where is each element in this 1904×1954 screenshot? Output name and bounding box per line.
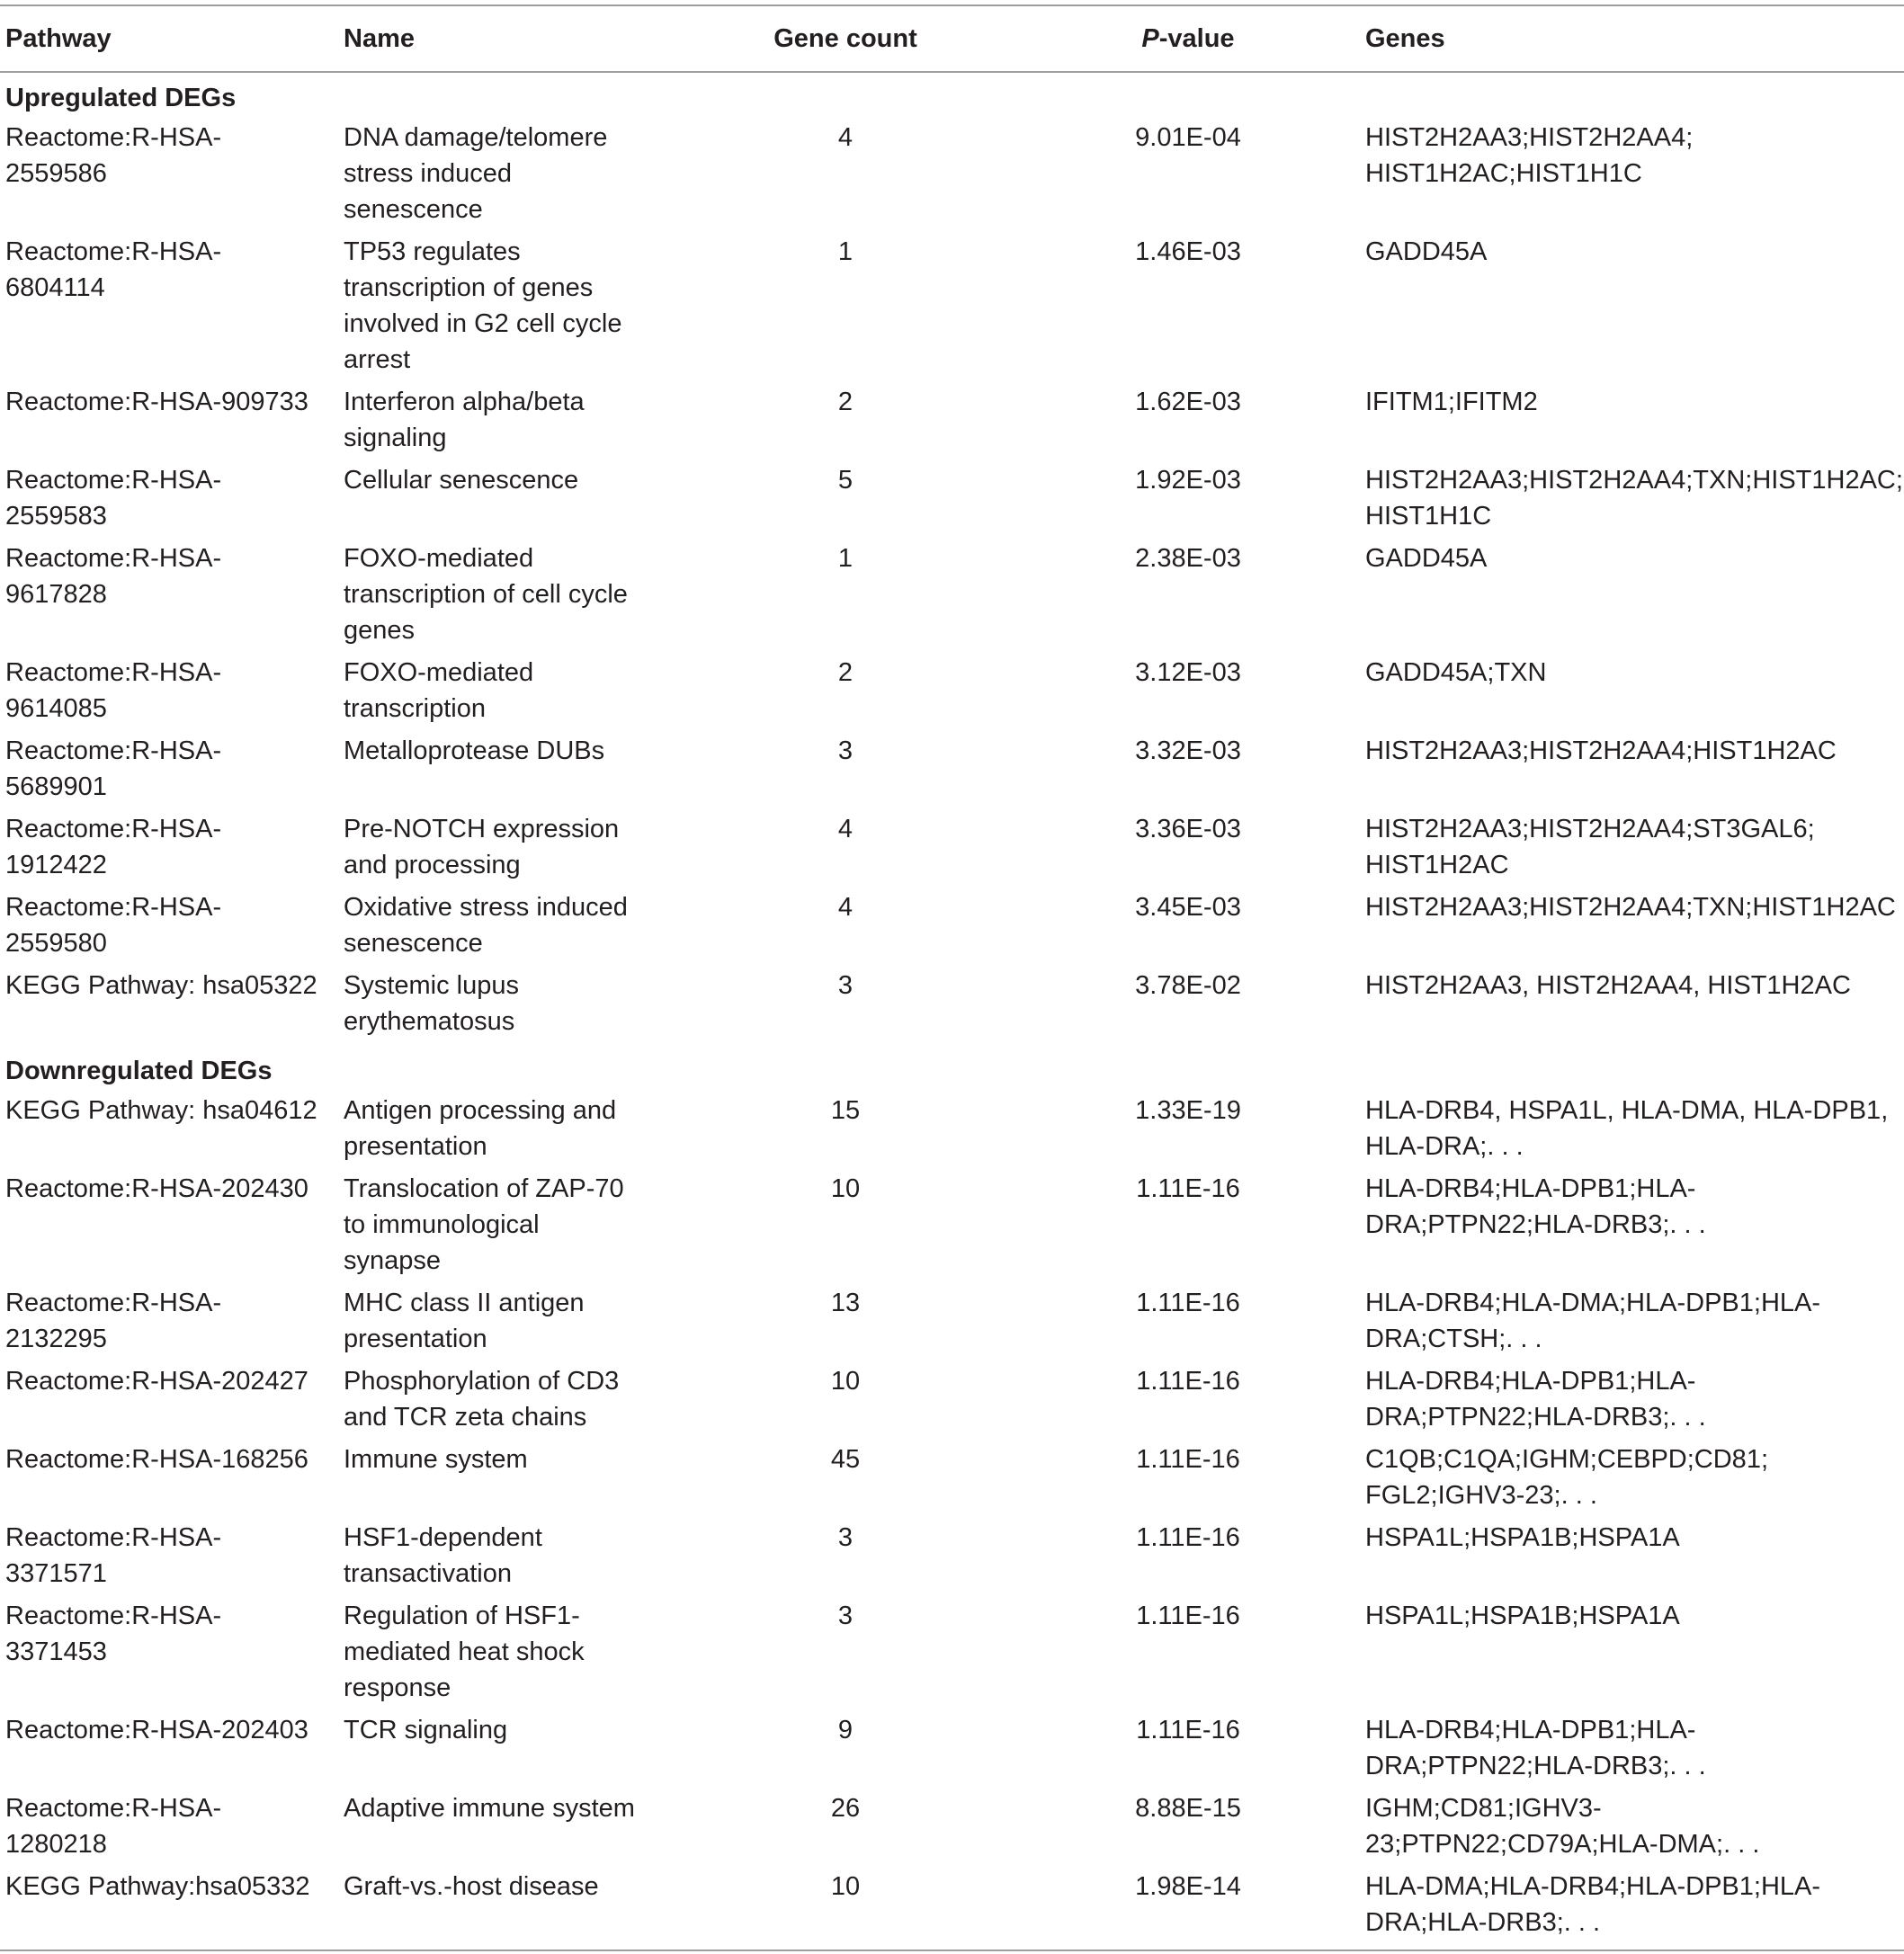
pathway-cell: Reactome:R-HSA-9614085 (5, 658, 222, 723)
gene-count-cell: 26 (830, 1794, 861, 1823)
p-value-cell: 1.11E-16 (1136, 1289, 1240, 1317)
name-cell: Metalloprotease DUBs (344, 736, 605, 765)
name-cell: Cellular senescence (344, 466, 579, 495)
p-value-cell: 9.01E-04 (1135, 123, 1241, 152)
p-value-cell: 3.12E-03 (1135, 658, 1241, 687)
genes-cell: GADD45A (1365, 544, 1488, 573)
name-cell: DNA damage/telomere stress induced senescence (344, 123, 608, 224)
table-row (0, 1091, 1904, 1171)
table-row (0, 968, 1904, 1046)
pathway-cell: Reactome:R-HSA-168256 (5, 1445, 308, 1474)
name-cell: Translocation of ZAP-70 to immunological synapse (344, 1174, 624, 1275)
section-row (0, 72, 1904, 118)
p-value-cell: 1.11E-16 (1136, 1174, 1240, 1203)
genes-cell: C1QB;C1QA;IGHM;CEBPD;CD81; FGL2;IGHV3-23;. . . (1365, 1445, 1768, 1510)
gene-count-cell: 13 (830, 1289, 861, 1317)
table-row (0, 384, 1904, 462)
pathway-cell: KEGG Pathway: hsa05322 (5, 971, 317, 1000)
section-title: Downregulated DEGs (5, 1057, 273, 1085)
genes-cell: IFITM1;IFITM2 (1365, 388, 1538, 416)
table-row (0, 118, 1904, 234)
table-row (0, 1363, 1904, 1441)
header-gene-count: Gene count (773, 24, 917, 53)
pathway-cell: Reactome:R-HSA-6804114 (5, 237, 222, 302)
gene-count-cell: 45 (830, 1445, 861, 1474)
name-cell: Graft-vs.-host disease (344, 1872, 599, 1901)
header-p-italic: P (1141, 24, 1159, 53)
pathway-enrichment-table-container (0, 4, 1904, 1951)
p-value-cell: 3.78E-02 (1135, 971, 1241, 1000)
name-cell: Interferon alpha/beta signaling (344, 388, 585, 452)
genes-cell: HLA-DRB4;HLA-DPB1;HLA-DRA;PTPN22;HLA-DRB3;. . . (1365, 1367, 1706, 1432)
table-row (0, 1712, 1904, 1790)
name-cell: FOXO-mediated transcription (344, 658, 534, 723)
name-cell: Immune system (344, 1445, 528, 1474)
genes-cell: HIST2H2AA3;HIST2H2AA4; HIST1H2AC;HIST1H1C (1365, 123, 1694, 188)
gene-count-cell: 10 (830, 1367, 861, 1396)
gene-count-cell: 5 (837, 466, 854, 495)
genes-cell: HLA-DRB4;HLA-DPB1;HLA-DRA;PTPN22;HLA-DRB3;. . . (1365, 1716, 1706, 1780)
header-pathway: Pathway (5, 24, 112, 53)
genes-cell: GADD45A;TXN (1365, 658, 1547, 687)
header-genes: Genes (1365, 24, 1445, 53)
gene-count-cell: 3 (837, 971, 854, 1000)
table-row (0, 1790, 1904, 1869)
name-cell: Regulation of HSF1-mediated heat shock response (344, 1602, 585, 1702)
header-p-value (1011, 5, 1360, 72)
pathway-enrichment-table (0, 4, 1904, 1951)
pathway-cell: KEGG Pathway:hsa05332 (5, 1872, 310, 1901)
gene-count-cell: 3 (837, 736, 854, 765)
gene-count-cell: 4 (837, 123, 854, 152)
table-row (0, 540, 1904, 655)
genes-cell: HLA-DMA;HLA-DRB4;HLA-DPB1;HLA-DRA;HLA-DRB3;. . . (1365, 1872, 1821, 1937)
p-value-cell: 3.45E-03 (1135, 893, 1241, 922)
pathway-cell: Reactome:R-HSA-2132295 (5, 1289, 222, 1353)
p-value-cell: 1.11E-16 (1136, 1367, 1240, 1396)
table-row (0, 811, 1904, 889)
genes-cell: HIST2H2AA3;HIST2H2AA4;ST3GAL6; HIST1H2AC (1365, 815, 1815, 879)
genes-cell: HSPA1L;HSPA1B;HSPA1A (1365, 1602, 1680, 1630)
name-cell: Oxidative stress induced senescence (344, 893, 628, 958)
p-value-cell: 2.38E-03 (1135, 544, 1241, 573)
gene-count-cell: 1 (837, 237, 854, 266)
gene-count-cell: 10 (830, 1174, 861, 1203)
name-cell: Phosphorylation of CD3 and TCR zeta chains (344, 1367, 620, 1432)
pathway-cell: Reactome:R-HSA-5689901 (5, 736, 222, 801)
table-row (0, 889, 1904, 968)
header-name: Name (344, 24, 415, 53)
pathway-cell: Reactome:R-HSA-909733 (5, 388, 308, 416)
table-row (0, 655, 1904, 733)
genes-cell: HIST2H2AA3;HIST2H2AA4;TXN;HIST1H2AC; HIST1H1C (1365, 466, 1903, 531)
p-value-cell: 1.33E-19 (1135, 1096, 1241, 1125)
table-row (0, 733, 1904, 811)
pathway-cell: Reactome:R-HSA-2559586 (5, 123, 222, 188)
table-row (0, 1441, 1904, 1520)
pathway-cell: Reactome:R-HSA-202427 (5, 1367, 308, 1396)
p-value-cell: 1.11E-16 (1136, 1523, 1240, 1552)
name-cell: Adaptive immune system (344, 1794, 635, 1823)
gene-count-cell: 10 (830, 1872, 861, 1901)
genes-cell: HLA-DRB4;HLA-DPB1;HLA-DRA;PTPN22;HLA-DRB3;. . . (1365, 1174, 1706, 1239)
gene-count-cell: 3 (837, 1602, 854, 1630)
gene-count-cell: 9 (837, 1716, 854, 1744)
pathway-cell: Reactome:R-HSA-3371571 (5, 1523, 222, 1588)
pathway-cell: Reactome:R-HSA-1912422 (5, 815, 222, 879)
table-row (0, 462, 1904, 540)
genes-cell: HIST2H2AA3;HIST2H2AA4;TXN;HIST1H2AC (1365, 893, 1896, 922)
p-value-cell: 3.32E-03 (1135, 736, 1241, 765)
name-cell: Systemic lupus erythematosus (344, 971, 520, 1036)
table-row (0, 1520, 1904, 1598)
genes-cell: HLA-DRB4;HLA-DMA;HLA-DPB1;HLA-DRA;CTSH;. . . (1365, 1289, 1821, 1353)
p-value-cell: 1.11E-16 (1136, 1716, 1240, 1744)
genes-cell: GADD45A (1365, 237, 1488, 266)
p-value-cell: 3.36E-03 (1135, 815, 1241, 843)
table-row (0, 234, 1904, 384)
table-row (0, 1869, 1904, 1950)
genes-cell: HIST2H2AA3, HIST2H2AA4, HIST1H2AC (1365, 971, 1851, 1000)
genes-cell: IGHM;CD81;IGHV3-23;PTPN22;CD79A;HLA-DMA;. . . (1365, 1794, 1760, 1859)
gene-count-cell: 3 (837, 1523, 854, 1552)
table-row (0, 1171, 1904, 1285)
name-cell: TCR signaling (344, 1716, 508, 1744)
pathway-cell: Reactome:R-HSA-202430 (5, 1174, 308, 1203)
pathway-cell: Reactome:R-HSA-9617828 (5, 544, 222, 609)
pathway-cell: Reactome:R-HSA-2559583 (5, 466, 222, 531)
gene-count-cell: 1 (837, 544, 854, 573)
pathway-cell: KEGG Pathway: hsa04612 (5, 1096, 317, 1125)
genes-cell: HIST2H2AA3;HIST2H2AA4;HIST1H2AC (1365, 736, 1837, 765)
p-value-cell: 1.92E-03 (1135, 466, 1241, 495)
p-value-cell: 1.46E-03 (1135, 237, 1241, 266)
table-row (0, 1598, 1904, 1712)
pathway-cell: Reactome:R-HSA-202403 (5, 1716, 308, 1744)
p-value-cell: 1.11E-16 (1136, 1602, 1240, 1630)
gene-count-cell: 2 (837, 658, 854, 687)
p-value-cell: 1.62E-03 (1135, 388, 1241, 416)
gene-count-cell: 15 (830, 1096, 861, 1125)
gene-count-cell: 4 (837, 893, 854, 922)
section-row (0, 1046, 1904, 1091)
name-cell: FOXO-mediated transcription of cell cycle genes (344, 544, 628, 645)
section-title: Upregulated DEGs (5, 84, 237, 112)
name-cell: TP53 regulates transcription of genes involved in G2 cell cycle arrest (344, 237, 622, 374)
genes-cell: HLA-DRB4, HSPA1L, HLA-DMA, HLA-DPB1, HLA-DRA;. . . (1365, 1096, 1889, 1161)
name-cell: Antigen processing and presentation (344, 1096, 617, 1161)
p-value-cell: 1.11E-16 (1136, 1445, 1240, 1474)
table-header-row (0, 5, 1904, 72)
p-value-cell: 1.98E-14 (1135, 1872, 1241, 1901)
header-p-rest: -value (1158, 24, 1235, 53)
name-cell: HSF1-dependent transactivation (344, 1523, 542, 1588)
name-cell: Pre-NOTCH expression and processing (344, 815, 620, 879)
pathway-cell: Reactome:R-HSA-2559580 (5, 893, 222, 958)
gene-count-cell: 2 (837, 388, 854, 416)
table-body (0, 72, 1904, 1950)
pathway-cell: Reactome:R-HSA-3371453 (5, 1602, 222, 1666)
p-value-cell: 8.88E-15 (1135, 1794, 1241, 1823)
pathway-cell: Reactome:R-HSA-1280218 (5, 1794, 222, 1859)
gene-count-cell: 4 (837, 815, 854, 843)
genes-cell: HSPA1L;HSPA1B;HSPA1A (1365, 1523, 1680, 1552)
table-row (0, 1285, 1904, 1363)
name-cell: MHC class II antigen presentation (344, 1289, 585, 1353)
